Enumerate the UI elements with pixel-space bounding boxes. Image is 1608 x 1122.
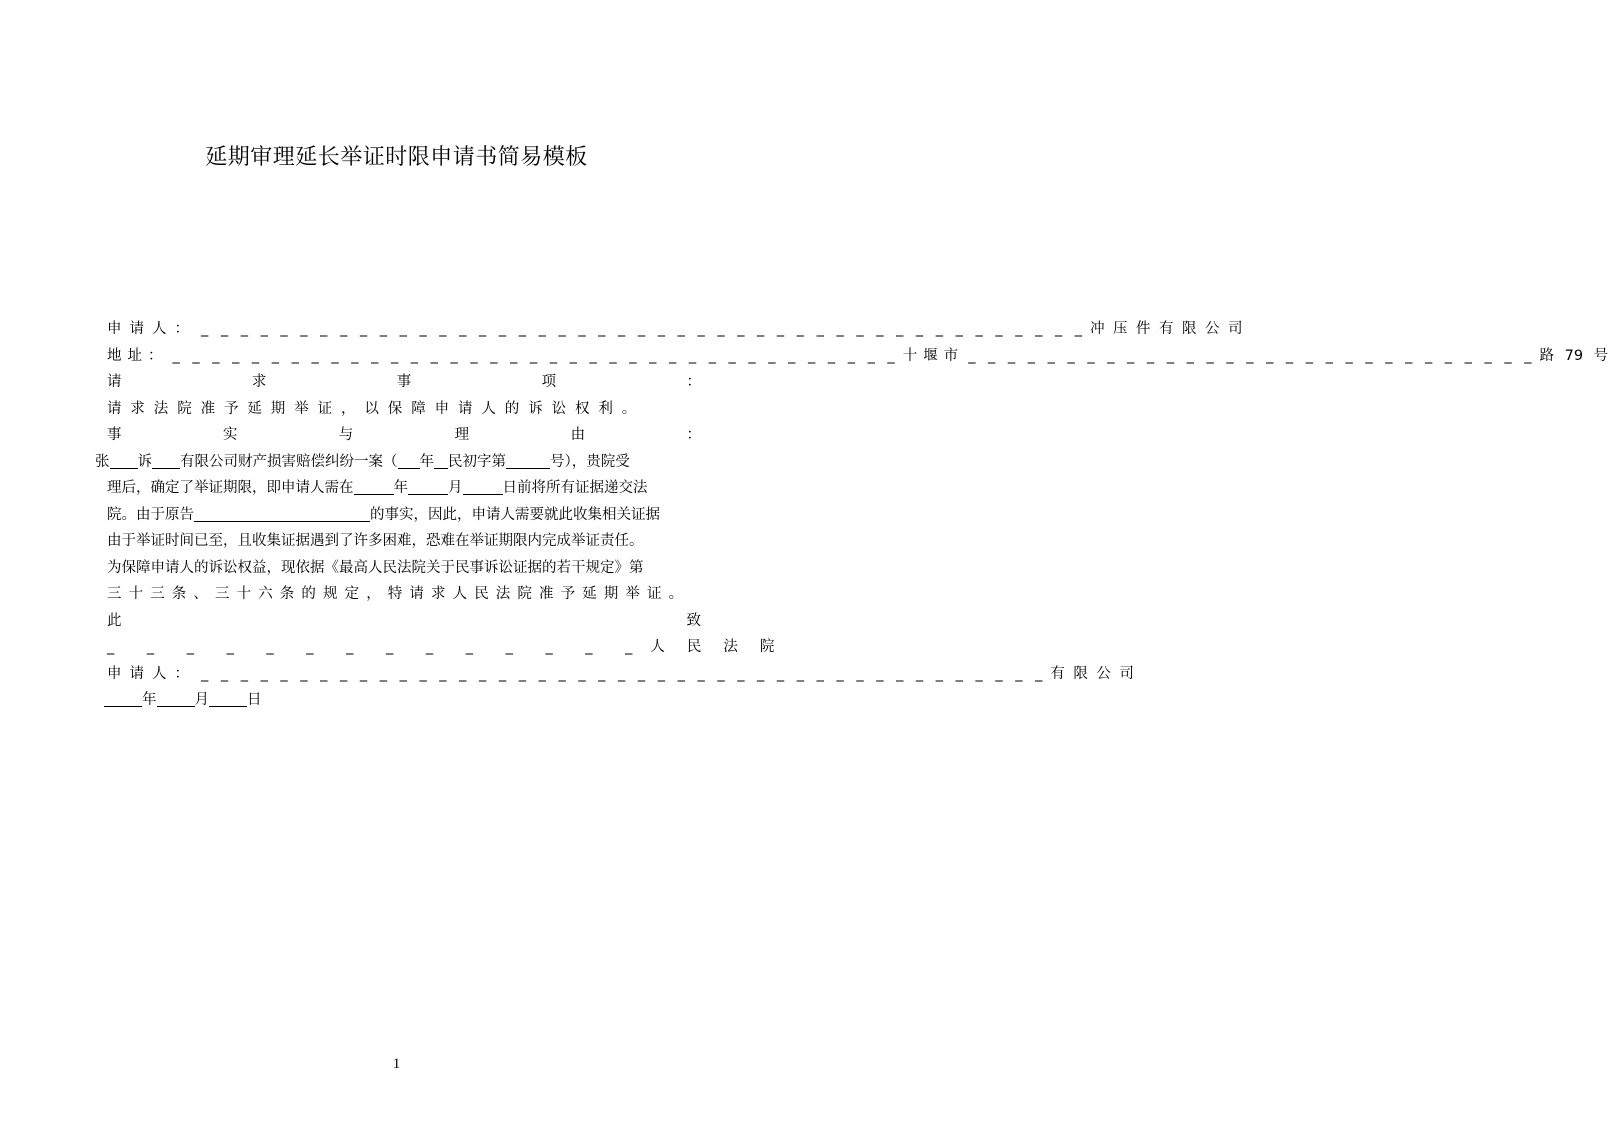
address-label: 地址： [107, 347, 169, 364]
facts-text: 日前将所有证据递交法 [502, 480, 648, 496]
applicant-blank[interactable]: _ _ _ _ _ _ _ _ _ _ _ _ _ _ _ _ _ _ _ _ _ _ _ _ _ _ _ _ _ _ _ _ _ _ _ _ _ _ _ _ _ _ _ _ _ [201, 321, 1087, 337]
address-number: 79 [1564, 347, 1584, 364]
blank-plaintiff-claim[interactable] [194, 505, 370, 522]
applicant-label: 申请人： [107, 321, 197, 337]
facts-text: 理后，确定了举证期限，即申请人需在 [107, 480, 354, 496]
court-name: 人民法院 [650, 639, 797, 655]
request-heading-char-1: 请 [107, 374, 122, 390]
court-blank[interactable]: _ _ _ _ _ _ _ _ _ _ _ _ _ _ [107, 639, 647, 655]
signature-label: 申请人： [107, 665, 197, 682]
request-text: 请求法院准予延期举证，以保障申请人的诉讼权利。 [107, 400, 646, 417]
facts-text: 号），贵院受 [550, 453, 630, 470]
blank-plaintiff[interactable] [110, 452, 138, 469]
date-year-label: 年 [142, 692, 157, 708]
date-day-label: 日 [247, 692, 262, 708]
closing-line [107, 608, 701, 635]
facts-text: 诉 [137, 453, 152, 470]
blank-sign-month[interactable] [157, 690, 195, 707]
facts-line-1 [95, 449, 701, 476]
date-line [104, 687, 701, 714]
facts-text: 月 [448, 480, 463, 496]
address-road-label: 路 [1539, 347, 1554, 364]
blank-deadline-month[interactable] [408, 478, 448, 495]
blank-sign-day[interactable] [209, 690, 247, 707]
facts-text: 院。由于原告 [107, 506, 194, 523]
document-body [95, 316, 1608, 714]
document-title: 延期审理延长举证时限申请书简易模板 [205, 145, 588, 170]
closing-zhi: 致 [686, 612, 701, 629]
facts-heading-char-1: 事 [107, 427, 122, 443]
blank-case-court[interactable] [434, 452, 448, 469]
blank-case-year[interactable] [398, 452, 420, 469]
facts-line-5: 为保障申请人的诉讼权益，现依据《最高人民法院关于民事诉讼证据的若干规定》第 [107, 559, 644, 576]
facts-line-2 [107, 475, 701, 502]
blank-case-number[interactable] [506, 452, 550, 469]
facts-heading-char-6: ： [686, 427, 701, 443]
signature-blank[interactable]: _ _ _ _ _ _ _ _ _ _ _ _ _ _ _ _ _ _ _ _ _ _ _ _ _ _ _ _ _ _ _ _ _ _ _ _ _ _ _ _ _ _ _ [201, 665, 1047, 682]
blank-deadline-year[interactable] [354, 478, 394, 495]
facts-text: 有限公司财产损害赔偿纠纷一案（ [180, 453, 398, 470]
request-heading-char-5: ： [686, 374, 701, 390]
address-road [1540, 343, 1608, 370]
address-blank-1[interactable]: _ _ _ _ _ _ _ _ _ _ _ _ _ _ _ _ _ _ _ _ _ _ _ _ _ _ _ _ _ _ _ _ _ _ _ _ _ [172, 347, 899, 364]
address-hao: 号 [1593, 347, 1608, 364]
facts-text: 张 [95, 453, 110, 470]
court-line [107, 634, 797, 661]
date-month-label: 月 [194, 692, 209, 708]
facts-text: 年 [393, 480, 408, 496]
facts-line-3 [107, 502, 701, 529]
applicant-line [107, 316, 1252, 343]
facts-heading-char-2: 实 [222, 427, 238, 443]
facts-text: 的事实，因此，申请人需要就此收集相关证据 [370, 506, 660, 523]
facts-text: 民初字第 [448, 453, 506, 470]
signature-company: 有限公司 [1050, 665, 1143, 682]
facts-heading [107, 422, 701, 449]
blank-deadline-day[interactable] [463, 478, 503, 495]
address-blank-2[interactable]: _ _ _ _ _ _ _ _ _ _ _ _ _ _ _ _ _ _ _ _ _ _ _ _ _ _ _ _ _ [968, 347, 1536, 364]
facts-heading-char-3: 与 [338, 427, 354, 443]
page-number: 1 [392, 1056, 401, 1072]
signature-line [107, 661, 1143, 688]
facts-heading-char-4: 理 [454, 427, 470, 443]
blank-sign-year[interactable] [104, 690, 142, 707]
address-city: 十堰市 [902, 347, 965, 364]
applicant-company: 冲压件有限公司 [1090, 321, 1252, 337]
closing-ci: 此 [107, 612, 122, 629]
address-line [107, 343, 1608, 370]
request-heading-char-3: 事 [396, 374, 412, 390]
request-heading-char-2: 求 [251, 374, 267, 390]
facts-line-6: 三十三条、三十六条的规定，特请求人民法院准予延期举证。 [107, 586, 691, 602]
facts-line-4: 由于举证时间已至，且收集证据遇到了许多困难，恐难在举证期限内完成举证责任。 [107, 533, 644, 549]
request-heading-char-4: 项 [541, 374, 557, 390]
request-heading [107, 369, 701, 396]
blank-defendant[interactable] [152, 452, 180, 469]
facts-heading-char-5: 由 [570, 427, 586, 443]
facts-text: 年 [419, 453, 434, 470]
